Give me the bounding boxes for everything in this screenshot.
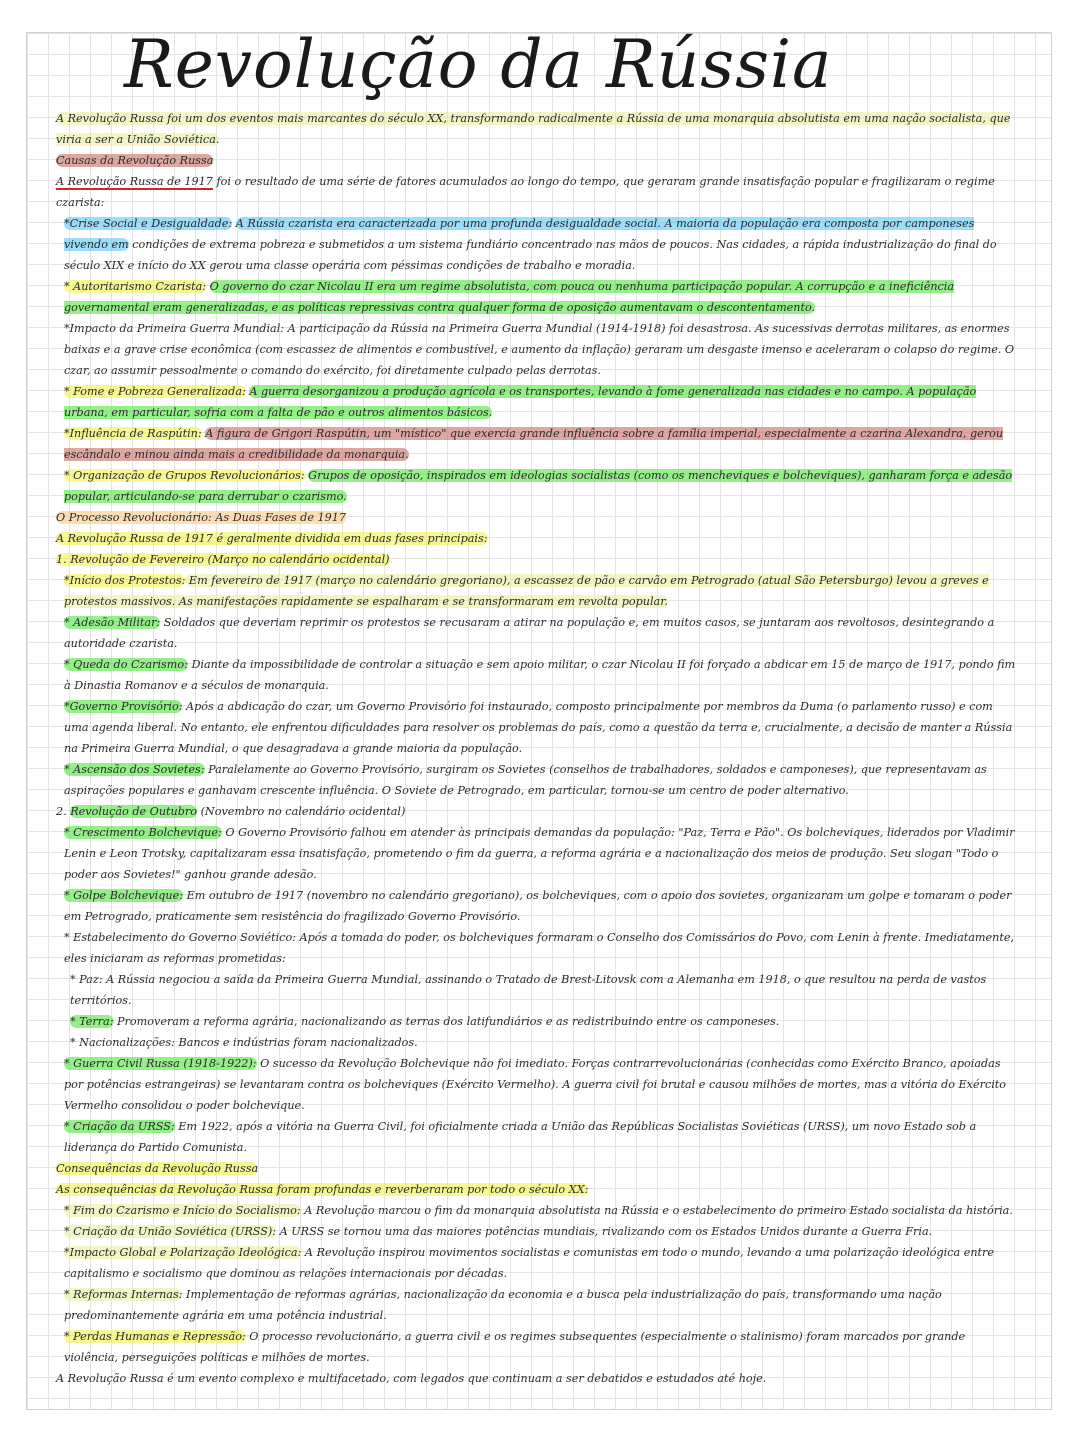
- reform-label: * Nacionalizações:: [70, 1036, 175, 1049]
- fase1-label: * Queda do Czarismo:: [64, 658, 188, 671]
- fase2-label: * Estabelecimento do Governo Soviético:: [64, 931, 296, 944]
- fase2-text: Em outubro de 1917 (novembro no calendário gregoriano), os bolcheviques, com o apoio dos sovietes, organizaram um golpe e tomaram o poder em Petrogrado, praticamente sem resistência do fragilizado Governo Provisório.: [64, 889, 1012, 923]
- causas-heading: [56, 150, 1020, 171]
- causa-label: * Autoritarismo Czarista:: [64, 280, 207, 293]
- fase1-item: [56, 654, 1020, 696]
- consequencias-heading-text: Consequências da Revolução Russa: [56, 1162, 259, 1175]
- fase1-label: * Ascensão dos Sovietes:: [64, 763, 205, 776]
- causa-item: [56, 213, 1020, 276]
- after-text: Em 1922, após a vitória na Guerra Civil, foi oficialmente criada a União das Repúblicas Socialistas Soviéticas (URSS), um novo Estado sob a liderança do Partido Comunista.: [64, 1120, 977, 1154]
- fase1-label: *Início dos Protestos:: [64, 574, 186, 587]
- page-title: Revolução da Rússia: [124, 26, 833, 103]
- fase2-label: * Golpe Bolchevique:: [64, 889, 184, 902]
- causa-label: *Influência de Raspútin:: [64, 427, 202, 440]
- processo-heading-text: O Processo Revolucionário: As Duas Fases de 1917: [56, 511, 346, 524]
- fase1-text: Paralelamente ao Governo Provisório, surgiram os Sovietes (conselhos de trabalhadores, soldados e camponeses), que representavam as aspirações populares e ganhavam crescente influência. O Soviete de Petrogrado, em particular, tornou-se um centro de poder alternativo.: [64, 763, 987, 797]
- causa-highlight: O governo do czar Nicolau II era um regime absolutista, com pouca ou nenhuma participação popular. A corrupção e a ineficiência governamental eram generalizadas, e as políticas repressivas contra qualquer forma de oposição aumentavam o descontentamento.: [64, 280, 955, 314]
- after-label: * Guerra Civil Russa (1918-1922):: [64, 1057, 257, 1070]
- reform-label: * Terra:: [70, 1015, 114, 1028]
- consequencia-text: Implementação de reformas agrárias, nacionalização da economia e a busca pela industrialização do país, transformando uma nação predominantemente agrária em uma potência industrial.: [64, 1288, 942, 1322]
- causa-item: [56, 381, 1020, 423]
- fase1-item: [56, 570, 1020, 612]
- fase2-heading: [56, 801, 1020, 822]
- causas-heading-text: Causas da Revolução Russa: [56, 154, 214, 167]
- intro-text: A Revolução Russa foi um dos eventos mais marcantes do século XX, transformando radicalmente a Rússia de uma monarquia absolutista em uma nação socialista, que viria a ser a União Soviética.: [56, 112, 1011, 146]
- fase1-item: [56, 759, 1020, 801]
- after-item: [56, 1116, 1020, 1158]
- consequencia-label: * Fim do Czarismo e Início do Socialismo:: [64, 1204, 301, 1217]
- reform-text: Bancos e indústrias foram nacionalizados.: [174, 1036, 418, 1049]
- causa-item: [56, 276, 1020, 318]
- causa-highlight: A guerra desorganizou a produção agrícola e os transportes, levando à fome generalizada nas cidades e no campo. A população urbana, em particular, sofria com a falta de pão e outros alimentos básicos.: [64, 385, 977, 419]
- consequencia-label: * Reformas Internas:: [64, 1288, 183, 1301]
- document-body: [56, 108, 1020, 1389]
- consequencia-text: A Revolução inspirou movimentos socialistas e comunistas em todo o mundo, levando a uma polarização ideológica entre capitalismo e socialismo que dominou as relações internacionais por décadas.: [64, 1246, 995, 1280]
- reform-item: [56, 1011, 1020, 1032]
- causa-highlight: A Rússia czarista era caracterizada por uma profunda desigualdade social. A maioria da população era composta por camponeses vivendo em: [64, 217, 975, 251]
- consequencia-label: *Impacto Global e Polarização Ideológica:: [64, 1246, 302, 1259]
- reform-label: * Paz:: [70, 973, 103, 986]
- fase1-heading-text: 1. Revolução de Fevereiro (Março no calendário ocidental): [56, 553, 390, 566]
- fase2-label: * Crescimento Bolchevique:: [64, 826, 222, 839]
- processo-intro: [56, 528, 1020, 549]
- consequencia-label: * Criação da União Soviética (URSS):: [64, 1225, 277, 1238]
- fase2-text: O Governo Provisório falhou em atender às principais demandas da população: "Paz, Terra e Pão". Os bolcheviques, liderados por Vladimir Lenin e Leon Trotsky, capitalizaram essa insatisfação, prometendo o fim da guerra, a reforma agrária e a nacionalização dos meios de produção. Seu slogan "Todo o poder aos Sovietes!" ganhou grande adesão.: [64, 826, 1015, 881]
- causa-item: [56, 465, 1020, 507]
- consequencia-item: [56, 1284, 1020, 1326]
- causa-item: [56, 423, 1020, 465]
- consequencia-label: * Perdas Humanas e Repressão:: [64, 1330, 246, 1343]
- after-item: [56, 1053, 1020, 1116]
- after-text: O sucesso da Revolução Bolchevique não foi imediato. Forças contrarrevolucionárias (conhecidas como Exército Branco, apoiadas por potências estrangeiras) se levantaram contra os bolcheviques (Exército Vermelho). A guerra civil foi brutal e causou milhões de mortes, mas a vitória do Exército Vermelho consolidou o poder bolchevique.: [64, 1057, 1007, 1112]
- causas-intro: [56, 171, 1020, 213]
- fase1-item: [56, 696, 1020, 759]
- fase1-label: *Governo Provisório:: [64, 700, 183, 713]
- fase2-item: [56, 927, 1020, 969]
- reform-text: A Rússia negociou a saída da Primeira Guerra Mundial, assinando o Tratado de Brest-Litovsk com a Alemanha em 1918, o que resultou na perda de vastos territórios.: [70, 973, 987, 1007]
- consequencia-item: [56, 1326, 1020, 1368]
- causa-label: *Impacto da Primeira Guerra Mundial:: [64, 322, 285, 335]
- consequencia-text: A Revolução marcou o fim da monarquia absolutista na Rússia e o estabelecimento do primeiro Estado socialista da história.: [300, 1204, 1013, 1217]
- fase1-label: * Adesão Militar:: [64, 616, 161, 629]
- fase2-item: [56, 822, 1020, 885]
- consequencia-item: [56, 1221, 1020, 1242]
- causa-highlight: A figura de Grigori Raspútin, um "místico" que exercia grande influência sobre a família imperial, especialmente a czarina Alexandra, gerou escândalo e minou ainda mais a credibilidade da monarquia.: [64, 427, 1004, 461]
- reform-text: Promoveram a reforma agrária, nacionalizando as terras dos latifundiários e as redistribuindo entre os camponeses.: [113, 1015, 780, 1028]
- fase2-heading-rest: (Novembro no calendário ocidental): [197, 805, 406, 818]
- consequencias-intro: [56, 1179, 1020, 1200]
- fase1-text: Soldados que deveriam reprimir os protestos se recusaram a atirar na população e, em muitos casos, se juntaram aos revoltosos, desintegrando a autoridade czarista.: [64, 616, 995, 650]
- fase2-heading-hl: Revolução de Outubro: [70, 805, 198, 818]
- after-label: * Criação da URSS:: [64, 1120, 175, 1133]
- fase1-item: [56, 612, 1020, 654]
- causa-highlight: Grupos de oposição, inspirados em ideologias socialistas (como os mencheviques e bolcheviques), ganharam força e adesão popular, articulando-se para derrubar o czarismo.: [64, 469, 1013, 503]
- causa-label: * Organização de Grupos Revolucionários:: [64, 469, 305, 482]
- causas-intro-rest: foi o resultado de uma série de fatores acumulados ao longo do tempo, que geraram grande insatisfação popular e fragilizaram o regime czarista:: [56, 175, 995, 209]
- causa-label: * Fome e Pobreza Generalizada:: [64, 385, 246, 398]
- fase1-text: Diante da impossibilidade de controlar a situação e sem apoio militar, o czar Nicolau II foi forçado a abdicar em 15 de março de 1917, pondo fim à Dinastia Romanov e a séculos de monarquia.: [64, 658, 1016, 692]
- closing-paragraph: A Revolução Russa é um evento complexo e multifacetado, com legados que continuam a ser debatidos e estudados até hoje.: [56, 1372, 767, 1385]
- fase1-heading: [56, 549, 1020, 570]
- fase1-text: Após a abdicação do czar, um Governo Provisório foi instaurado, composto principalmente por membros da Duma (o parlamento russo) e com uma agenda liberal. No entanto, ele enfrentou dificuldades para resolver os problemas do país, como a questão da terra e, crucialmente, a decisão de manter a Rússia na Primeira Guerra Mundial, o que desagradava a grande maioria da população.: [64, 700, 1013, 755]
- causa-text: condições de extrema pobreza e submetidos a um sistema fundiário concentrado nas mãos de poucos. Nas cidades, a rápida industrialização do final do século XIX e início do XX gerou uma classe operária com péssimas condições de trabalho e moradia.: [64, 238, 997, 272]
- consequencias-intro-text: As consequências da Revolução Russa foram profundas e reverberaram por todo o século XX:: [56, 1183, 589, 1196]
- processo-heading: [56, 507, 1020, 528]
- consequencia-item: [56, 1242, 1020, 1284]
- consequencia-text: O processo revolucionário, a guerra civil e os regimes subsequentes (especialmente o stalinismo) foram marcados por grande violência, perseguições políticas e milhões de mortes.: [64, 1330, 966, 1364]
- intro-paragraph: [56, 108, 1020, 150]
- fase1-text: Em fevereiro de 1917 (março no calendário gregoriano), a escassez de pão e carvão em Petrogrado (atual São Petersburgo) levou a greves e protestos massivos. As manifestações rapidamente se espalharam e se transformaram em revolta popular.: [64, 574, 989, 608]
- processo-intro-text: A Revolução Russa de 1917 é geralmente dividida em duas fases principais:: [56, 532, 488, 545]
- consequencias-heading: [56, 1158, 1020, 1179]
- causa-label: *Crise Social e Desigualdade:: [64, 217, 233, 230]
- fase2-num: 2.: [56, 805, 71, 818]
- fase2-text: Após a tomada do poder, os bolcheviques formaram o Conselho dos Comissários do Povo, com Lenin à frente. Imediatamente, eles iniciaram as reformas prometidas:: [64, 931, 1015, 965]
- causa-item: [56, 318, 1020, 381]
- causas-intro-hl: A Revolução Russa de 1917: [56, 175, 213, 188]
- fase2-item: [56, 885, 1020, 927]
- reform-item: [56, 1032, 1020, 1053]
- reform-item: [56, 969, 1020, 1011]
- causa-text: A participação da Rússia na Primeira Guerra Mundial (1914-1918) foi desastrosa. As sucessivas derrotas militares, as enormes baixas e a grave crise econômica (com escassez de alimentos e combustível, e aumento da inflação) geraram um desgaste imenso e aceleraram o colapso do regime. O czar, ao assumir pessoalmente o comando do exército, foi diretamente culpado pelas derrotas.: [64, 322, 1015, 377]
- consequencia-text: A URSS se tornou uma das maiores potências mundiais, rivalizando com os Estados Unidos durante a Guerra Fria.: [276, 1225, 933, 1238]
- consequencia-item: [56, 1200, 1020, 1221]
